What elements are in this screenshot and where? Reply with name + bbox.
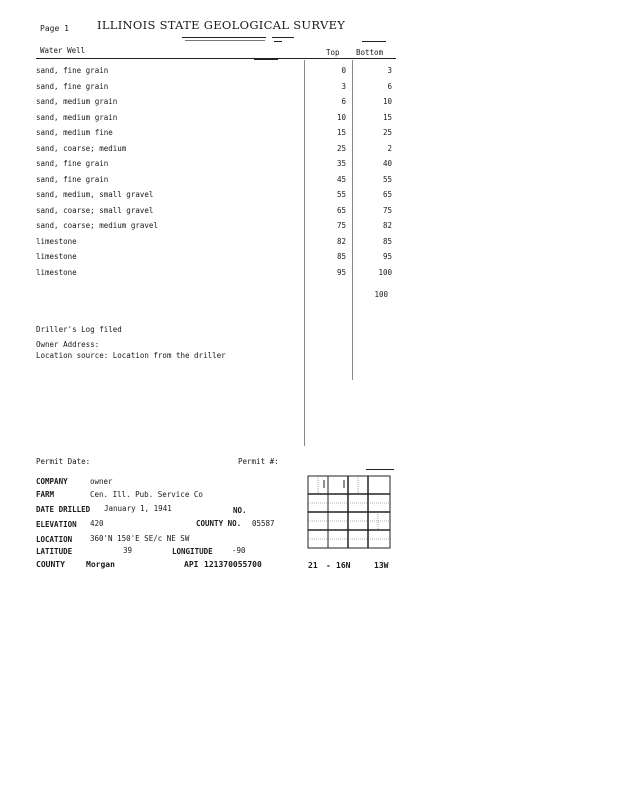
- no-label: NO.: [233, 506, 247, 515]
- drillers-log-note: Driller's Log filed: [36, 325, 122, 334]
- farm-label: FARM: [36, 490, 55, 499]
- bottom-column-header: Bottom: [356, 48, 384, 57]
- log-row: [0, 206, 400, 222]
- section-number: 21: [308, 561, 318, 570]
- title-underline-2: [185, 40, 265, 41]
- header-rule: [36, 58, 396, 59]
- log-row: [0, 113, 400, 129]
- elevation-value: 420: [90, 519, 104, 528]
- log-row-top-depth: 95: [336, 267, 346, 277]
- log-row-bottom-depth: 75: [382, 205, 392, 215]
- county-value: Morgan: [86, 560, 115, 569]
- log-row-bottom-depth: 6: [387, 81, 392, 91]
- log-row-top-depth: 85: [336, 252, 346, 261]
- log-row-description: sand, coarse; medium gravel: [36, 221, 158, 230]
- api-value: 121370055700: [204, 560, 262, 569]
- range: 13W: [374, 561, 389, 570]
- permit-date: Permit Date:: [36, 457, 91, 466]
- log-row: [0, 159, 400, 175]
- well-type-label: Water Well: [40, 46, 86, 55]
- log-row-top-depth: 3: [341, 81, 346, 91]
- log-row-top-depth: 0: [341, 66, 346, 75]
- title-underline-3: [272, 37, 294, 38]
- location-label: LOCATION: [36, 535, 73, 544]
- log-row-bottom-depth: 82: [382, 221, 392, 230]
- log-row-bottom-depth: 65: [382, 190, 392, 199]
- log-row: [0, 268, 400, 284]
- log-row: [0, 128, 400, 144]
- county-no-value: 05587: [252, 519, 275, 528]
- total-depth: 100: [374, 290, 388, 299]
- log-row-top-depth: 55: [336, 190, 346, 199]
- location-value: 360'N 150'E SE/c NE SW: [90, 534, 190, 543]
- log-row-bottom-depth: 40: [382, 159, 392, 168]
- log-row: [0, 175, 400, 191]
- log-row-description: sand, medium, small gravel: [36, 190, 154, 199]
- log-row-top-depth: 25: [336, 143, 346, 153]
- farm-value: Cen. Ill. Pub. Service Co: [90, 490, 203, 499]
- log-row-top-depth: 6: [341, 97, 346, 106]
- section-dash: -: [326, 561, 331, 570]
- log-row-description: limestone: [36, 252, 77, 261]
- log-row-description: sand, fine grain: [36, 174, 109, 184]
- latitude-label: LATITUDE: [36, 547, 73, 556]
- log-row-bottom-depth: 100: [378, 267, 392, 277]
- elevation-label: ELEVATION: [36, 520, 77, 529]
- owner-address: Owner Address:: [36, 340, 100, 349]
- lithology-log: [0, 66, 400, 296]
- log-row: [0, 221, 400, 237]
- log-row: [0, 97, 400, 113]
- log-row-bottom-depth: 10: [382, 97, 392, 106]
- log-row-description: sand, medium fine: [36, 128, 113, 137]
- log-row-top-depth: 10: [336, 112, 346, 122]
- log-row: [0, 66, 400, 82]
- log-row: [0, 190, 400, 206]
- title-underline: [182, 37, 266, 38]
- longitude-label: LONGITUDE: [172, 547, 213, 556]
- log-row-description: sand, medium grain: [36, 97, 118, 106]
- permit-number: Permit #:: [238, 457, 279, 466]
- log-row-top-depth: 15: [336, 128, 346, 137]
- title-underline-4: [274, 41, 282, 42]
- log-row-bottom-depth: 55: [382, 174, 392, 184]
- longitude-value: -90: [232, 546, 246, 555]
- log-row-description: sand, fine grain: [36, 159, 109, 168]
- county-label: COUNTY: [36, 560, 65, 569]
- log-row-description: limestone: [36, 236, 77, 246]
- section-grid-diagram: [306, 474, 392, 552]
- company-value: owner: [90, 477, 113, 486]
- log-row-bottom-depth: 25: [382, 128, 392, 137]
- log-row-description: sand, fine grain: [36, 81, 109, 91]
- county-no-label: COUNTY NO.: [196, 519, 242, 528]
- log-row-top-depth: 65: [336, 205, 346, 215]
- log-row-top-depth: 45: [336, 174, 346, 184]
- log-row-top-depth: 35: [336, 159, 346, 168]
- log-row-top-depth: 82: [336, 236, 346, 246]
- log-row-description: sand, coarse; small gravel: [36, 205, 154, 215]
- log-row-top-depth: 75: [336, 221, 346, 230]
- page-title: ILLINOIS STATE GEOLOGICAL SURVEY: [97, 18, 346, 32]
- log-row-bottom-depth: 15: [382, 112, 392, 122]
- log-row-bottom-depth: 2: [387, 143, 392, 153]
- township: 16N: [336, 561, 351, 570]
- page-number: Page 1: [40, 24, 69, 33]
- permit-rule: [366, 469, 394, 470]
- log-row-bottom-depth: 95: [382, 252, 392, 261]
- log-row-description: sand, coarse; medium: [36, 143, 127, 153]
- location-source: Location source: Location from the driller: [36, 351, 226, 360]
- log-row-description: sand, medium grain: [36, 112, 118, 122]
- log-row: [0, 252, 400, 268]
- log-row-description: limestone: [36, 267, 77, 277]
- company-label: COMPANY: [36, 477, 68, 486]
- log-row-description: sand, fine grain: [36, 66, 109, 75]
- date-drilled-label: DATE DRILLED: [36, 505, 91, 514]
- header-rule-accent: [254, 58, 278, 60]
- top-column-header: Top: [326, 48, 340, 57]
- log-row-bottom-depth: 85: [382, 236, 392, 246]
- header-dash-right: [362, 41, 386, 42]
- log-row-bottom-depth: 3: [387, 66, 392, 75]
- log-row: [0, 237, 400, 253]
- log-row: [0, 82, 400, 98]
- api-label: API: [184, 560, 199, 569]
- log-row: [0, 144, 400, 160]
- date-drilled-value: January 1, 1941: [104, 504, 172, 513]
- latitude-value: 39: [123, 546, 133, 555]
